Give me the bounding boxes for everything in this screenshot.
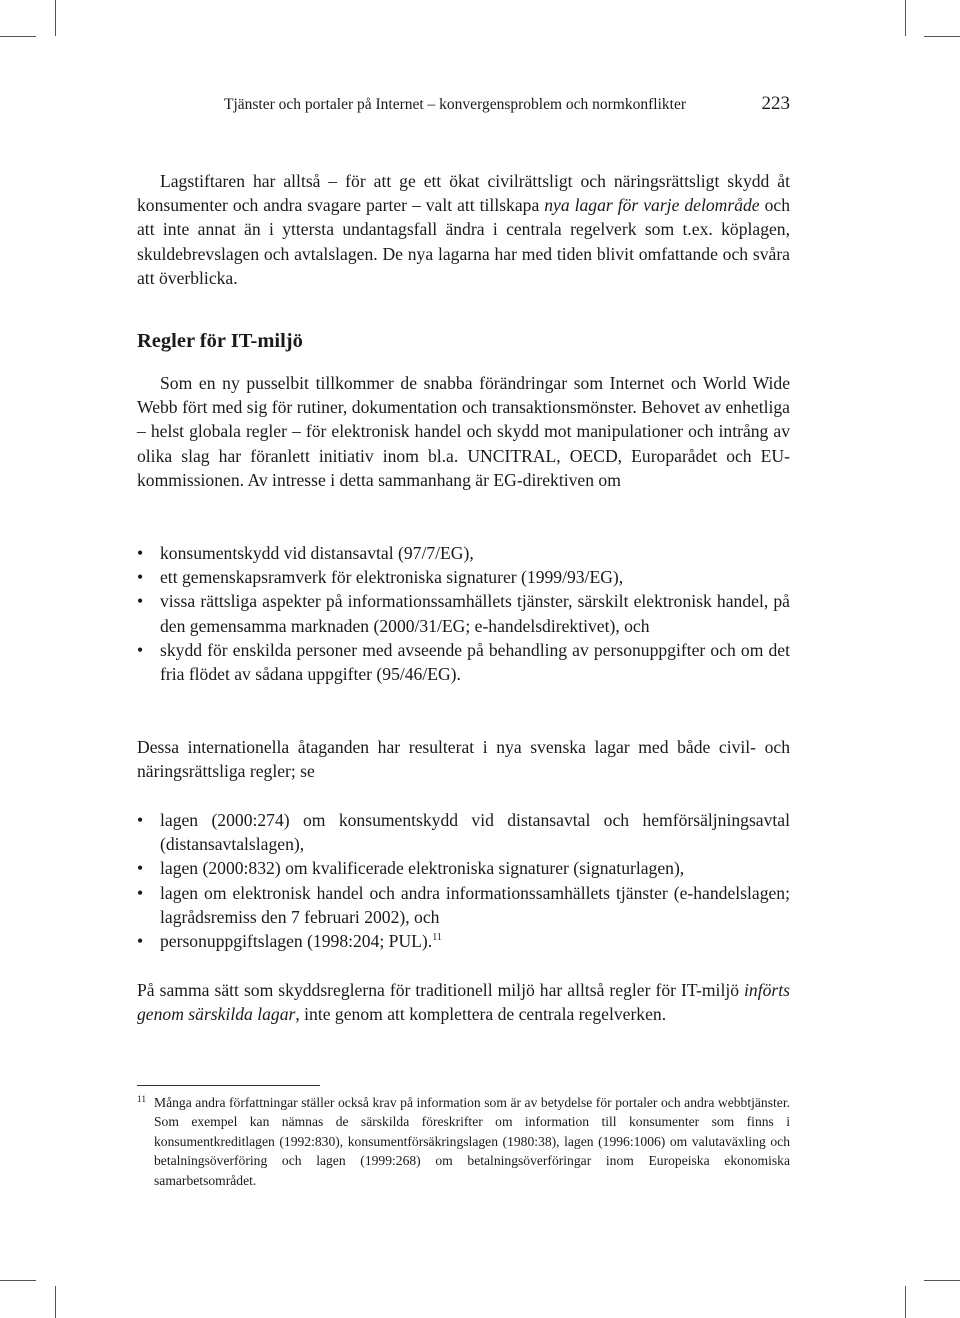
footnote-text: Många andra författningar ställer också krav på information som är av betydelse för portaler och andra webbtjänster. Som exempel kan nämnas de särskilda föreskrifter om information till konsumenter som finns i konsumentkreditlagen (1992:830), konsumentförsäkringslagen (1980:38), lagen (1996:1006) om valutaväxling och betalningsöverföring och lagen (1999:268) om betalningsöverföringar inom Europeiska ekonomiska samarbetsområdet. xyxy=(154,1095,790,1188)
swedish-laws-list-block xyxy=(137,808,790,953)
crop-mark-bottom-right-horizontal xyxy=(924,1280,960,1281)
directive-list-block xyxy=(137,541,790,686)
list-item-text: personuppgiftslagen (1998:204; PUL). xyxy=(160,931,433,952)
bullet-mark: • xyxy=(137,543,144,563)
list-item-text: ett gemenskapsramverk för elektroniska signaturer (1999/93/EG), xyxy=(160,567,624,588)
results-paragraph-block xyxy=(137,735,790,783)
directive-list xyxy=(137,541,790,686)
running-header xyxy=(224,93,790,120)
page-number: 223 xyxy=(761,93,790,114)
section-heading: Regler för IT-miljö xyxy=(137,330,303,352)
bullet-mark: • xyxy=(137,810,144,830)
crop-mark-top-right-horizontal xyxy=(924,36,960,37)
conclusion-paragraph xyxy=(137,978,790,1026)
list-item-text: lagen (2000:832) om kvalificerade elektroniska signaturer (signaturlagen), xyxy=(160,858,685,879)
list-item-text: lagen om elektronisk handel och andra informationssamhällets tjänster (e-handelslagen; lagrådsremiss den 7 februari 2002), och xyxy=(160,882,790,927)
list-item xyxy=(137,541,790,565)
footnote-reference[interactable]: 11 xyxy=(432,932,442,944)
list-item xyxy=(137,881,790,929)
crop-mark-top-right-vertical xyxy=(905,0,906,36)
list-item-text: vissa rättsliga aspekter på informationssamhällets tjänster, särskilt elektronisk handel, på den gemensamma marknaden (2000/31/EG; e-handelsdirektivet), och xyxy=(160,591,790,636)
swedish-laws-list xyxy=(137,808,790,953)
conclusion-paragraph-block xyxy=(137,978,790,1026)
list-item xyxy=(137,856,790,880)
crop-mark-bottom-left-horizontal xyxy=(0,1280,36,1281)
results-paragraph: Dessa internationella åtaganden har resulterat i nya svenska lagar med både civil- och näringsrättsliga regler; se xyxy=(137,737,790,782)
list-item xyxy=(137,929,790,953)
list-item-text: lagen (2000:274) om konsumentskydd vid distansavtal och hemförsäljningsavtal (distansavtalslagen), xyxy=(160,810,790,855)
conclusion-text-emphasis: införts genom särskilda lagar xyxy=(137,980,790,1025)
bullet-mark: • xyxy=(137,931,144,952)
crop-mark-bottom-right-vertical xyxy=(905,1286,906,1318)
footnote xyxy=(137,1093,790,1190)
running-title: Tjänster och portaler på Internet – konvergensproblem och normkonflikter xyxy=(224,96,686,113)
bullet-mark: • xyxy=(137,882,144,903)
list-item-text: skydd för enskilda personer med avseende på behandling av personuppgifter och om det fria flödet av sådana uppgifter (95/46/EG). xyxy=(160,639,790,685)
list-item xyxy=(137,565,790,589)
crop-mark-bottom-left-vertical xyxy=(55,1286,56,1318)
intro-text-lead: Lagstiftaren har alltså – för att ge ett ökat civilrättsligt och näringsrättsligt skydd åt konsumenter och andra svagare parter – valt att tillskapa xyxy=(137,171,790,216)
intro-text-emphasis: nya lagar för varje delområde xyxy=(544,195,760,216)
section-paragraph-block xyxy=(137,371,790,492)
intro-text-tail: och att inte annat än i yttersta undantagsfall ändra i centrala regelverk som t.ex. köplagen, skuldebrevslagen och avtalslagen. De nya lagarna har med tiden blivit omfattande och svåra att överblicka. xyxy=(137,195,790,288)
intro-paragraph xyxy=(137,169,790,290)
conclusion-text-tail: , inte genom att komplettera de centrala regelverken. xyxy=(295,1004,667,1025)
conclusion-text-lead: På samma sätt som skyddsreglerna för traditionell miljö har alltså regler för IT-miljö xyxy=(137,980,745,1000)
bullet-mark: • xyxy=(137,858,144,879)
list-item xyxy=(137,589,790,637)
footnote-number: 11 xyxy=(137,1095,147,1105)
footnote-separator xyxy=(137,1085,320,1086)
crop-mark-top-left-horizontal xyxy=(0,36,36,37)
section-paragraph: Som en ny pusselbit tillkommer de snabba förändringar som Internet och World Wide Webb fört med sig för rutiner, dokumentation och transaktionsmönster. Behovet av enhetliga – helst globala regler – för elektronisk handel och skydd mot manipulationer och intrång av olika slag har föranlett initiativ inom bl.a. UNCITRAL, OECD, Europarådet och EU-kommissionen. Av intresse i detta sammanhang är EG-direktiven om xyxy=(137,373,790,490)
bullet-mark: • xyxy=(137,567,144,588)
list-item-text: konsumentskydd vid distansavtal (97/7/EG), xyxy=(160,543,474,563)
list-item xyxy=(137,808,790,856)
crop-mark-top-left-vertical xyxy=(55,0,56,36)
list-item xyxy=(137,638,790,686)
bullet-mark: • xyxy=(137,591,144,612)
section-block xyxy=(137,328,790,354)
intro-paragraph-block xyxy=(137,169,790,290)
bullet-mark: • xyxy=(137,639,144,660)
